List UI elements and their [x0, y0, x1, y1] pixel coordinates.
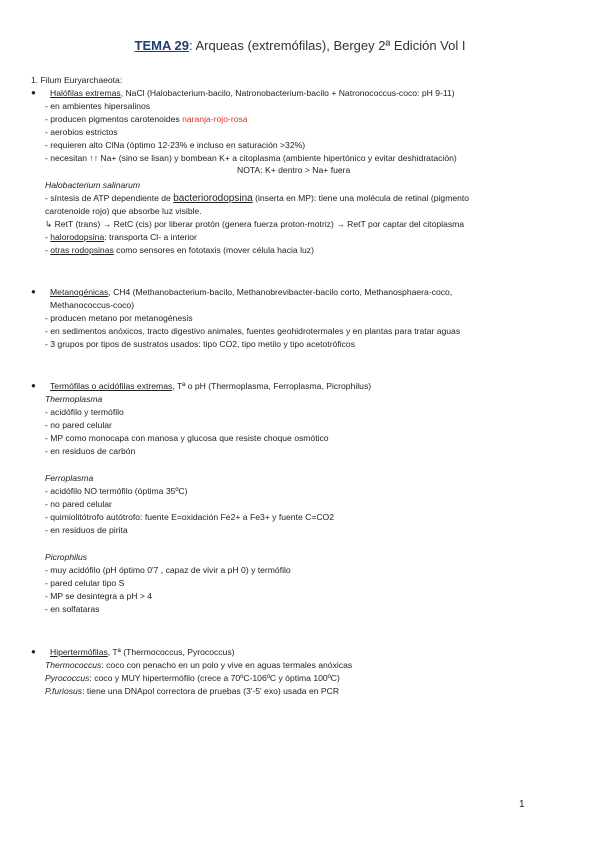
nota-text: NOTA: K+ dentro > Na+ fuera: [237, 165, 351, 175]
pigment-text: - producen pigmentos carotenoides: [45, 114, 183, 124]
termofilas-name: Termófilas o acidófilas extremas: [50, 381, 173, 391]
species-name: Halobacterium salinarum: [45, 180, 141, 190]
species-desc: : coco y MUY hipertermófilo (crece a 70ºC-106ºC y óptima 100ºC): [89, 673, 340, 683]
list-item: - no pared celular: [45, 499, 112, 509]
list-item: - no pared celular: [45, 420, 112, 430]
pigment-color-text: naranja-rojo-rosa: [182, 114, 248, 124]
halo-desc: : transporta Cl- a interior: [104, 232, 197, 242]
species-desc: : tiene una DNApol correctora de pruebas (3'-5' exo) usada en PCR: [82, 686, 340, 696]
list-item: - necesitan ↑↑ Na+ (sino se lisan) y bombean K+ a citoplasma (ambiente hipertónico y evitar deshidratación): [45, 153, 457, 163]
species-desc: : coco con penacho en un polo y vive en aguas termales anóxicas: [101, 660, 353, 670]
halo-dash: -: [45, 232, 51, 242]
species-name: Thermococcus: [45, 660, 102, 670]
list-item: - MP se desintegra a pH > 4: [45, 591, 153, 601]
bullet-icon: ●: [31, 381, 36, 390]
page-number: 1: [519, 799, 525, 810]
ret-text: ↳ RetT (trans) → RetC (cis) por liberar protón (genera fuerza proton-motriz) → RetT por captar del citoplasma: [45, 219, 465, 229]
halofilas-heading: [50, 88, 455, 99]
otras-dash: -: [45, 245, 51, 255]
termofilas-desc: , Tª o pH (Thermoplasma, Ferroplasma, Picrophilus): [172, 381, 372, 391]
bullet-icon: ●: [31, 647, 36, 656]
otras-rodopsinas-term: otras rodopsinas: [50, 245, 114, 255]
list-item: - en solfataras: [45, 604, 100, 614]
bacteriorodopsina-term: bacteriorodopsina: [173, 193, 253, 204]
metanogenicas-desc-line2: Methanococcus-coco): [50, 300, 135, 310]
genus-name: Ferroplasma: [45, 473, 94, 483]
pyrococcus-line: [45, 673, 340, 684]
list-item: - acidófilo NO termófilo (óptima 35ºC): [45, 486, 188, 496]
hipertermofilas-name: Hipertermófilas: [50, 647, 108, 657]
halofilas-desc: , NaCl (Halobacterium-bacilo, Natronobacterium-bacilo + Natronococcus-coco: pH 9-11): [120, 88, 455, 98]
title-text: : Arqueas (extremófilas), Bergey 2ª Edición Vol I: [188, 38, 466, 53]
list-item: - producen metano por metanogénesis: [45, 313, 193, 323]
list-item: - quimiolitótrofo autótrofo: fuente E=oxidación Fe2+ a Fe3+ y fuente C=CO2: [45, 512, 335, 522]
metanogenicas-desc: , CH4 (Methanobacterium-bacilo, Methanobrevibacter-bacilo corto, Methanosphaera-coco,: [108, 287, 453, 297]
bullet-icon: ●: [31, 88, 36, 97]
list-item: [45, 114, 248, 125]
list-item: - en residuos de pirita: [45, 525, 128, 535]
species-name: Pyrococcus: [45, 673, 90, 683]
filum-heading: 1. Filum Euryarchaeota:: [31, 75, 123, 85]
pfuriosus-line: [45, 686, 339, 697]
genus-name: Thermoplasma: [45, 394, 103, 404]
halorodopsina-term: halorodopsina: [50, 232, 105, 242]
tema-number: TEMA 29: [134, 38, 189, 53]
otras-desc: como sensores en fototaxis (mover célula hacia luz): [113, 245, 314, 255]
atp-text: [45, 193, 469, 204]
list-item: - pared celular tipo S: [45, 578, 125, 588]
list-item: - en sedimentos anóxicos, tracto digestivo animales, fuentes geohidrotermales y en plantas para tratar aguas: [45, 326, 461, 336]
list-item: - 3 grupos por tipos de sustratos usados: tipo CO2, tipo metilo y tipo acetotróficos: [45, 339, 356, 349]
list-item: - muy acidófilo (pH óptimo 0'7 , capaz de vivir a pH 0) y termófilo: [45, 565, 291, 575]
list-item: - MP como monocapa con manosa y glucosa que resiste choque osmótico: [45, 433, 329, 443]
page-title: [0, 38, 600, 53]
halofilas-name: Halófilas extremas: [50, 88, 121, 98]
thermococcus-line: [45, 660, 352, 671]
list-item: - en ambientes hipersalinos: [45, 101, 151, 111]
metanogenicas-heading: [50, 287, 452, 298]
bullet-icon: ●: [31, 287, 36, 296]
list-item: - requieren alto ClNa (óptimo 12-23% e incluso en saturación >32%): [45, 140, 306, 150]
metanogenicas-name: Metanogénicas: [50, 287, 109, 297]
atp-text-line2: carotenoide rojo) que absorbe luz visible.: [45, 206, 202, 216]
genus-name: Picrophilus: [45, 552, 88, 562]
list-item: - en residuos de carbón: [45, 446, 136, 456]
termofilas-heading: [50, 381, 371, 392]
atp-text-c: (inserta en MP): tiene una molécula de retinal (pigmento: [252, 193, 470, 203]
list-item: - acidófilo y termófilo: [45, 407, 124, 417]
hipertermofilas-desc: , Tª (Thermococcus, Pyrococcus): [107, 647, 235, 657]
list-item: - aerobios estrictos: [45, 127, 118, 137]
halorodopsina-text: [45, 232, 197, 243]
atp-text-a: - síntesis de ATP dependiente de: [45, 193, 174, 203]
hipertermofilas-heading: [50, 647, 235, 658]
otras-rodopsinas-text: [45, 245, 314, 256]
species-name: P.furiosus: [45, 686, 83, 696]
